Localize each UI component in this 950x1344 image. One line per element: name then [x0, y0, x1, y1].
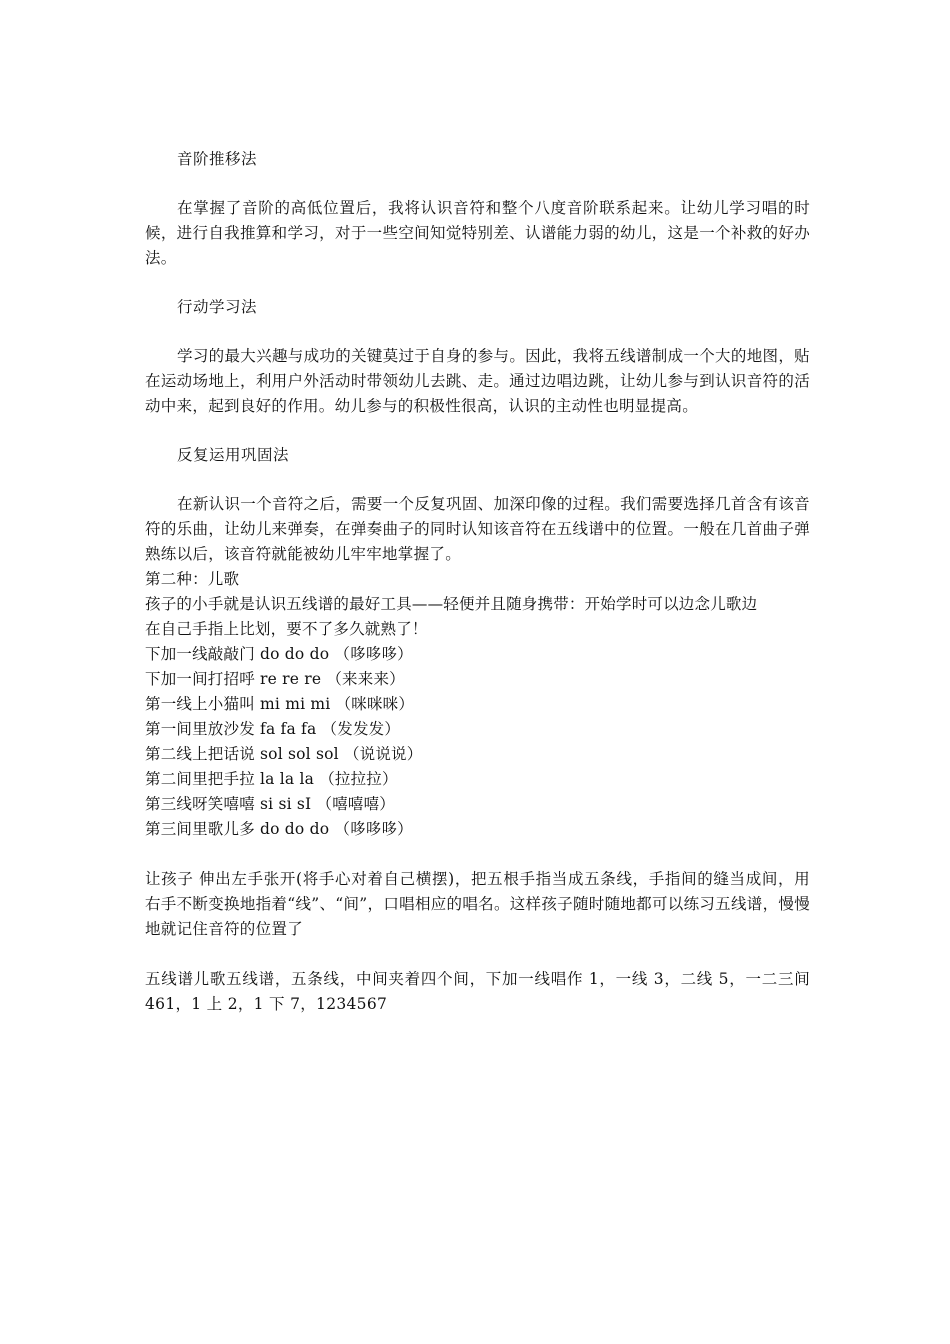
section-body-repetition: 在新认识一个音符之后，需要一个反复巩固、加深印像的过程。我们需要选择几首含有该音符的乐曲，让幼儿来弹奏，在弹奏曲子的同时认知该音符在五线谱中的位置。一般在几首曲子弹熟练以后，该音符就能被幼儿牢牢地掌握了。 — [145, 495, 810, 563]
section-body-scale-shift: 在掌握了音阶的高低位置后，我将认识音符和整个八度音阶联系起来。让幼儿学习唱的时候，进行自我推算和学习，对于一些空间知觉特别差、认谱能力弱的幼儿，这是一个补救的好办法。 — [145, 199, 810, 267]
song-line: 第一线上小猫叫 mi mi mi （咪咪咪） — [145, 695, 415, 713]
spacer — [145, 942, 810, 967]
song-line: 下加一线敲敲门 do do do （哆哆哆） — [145, 645, 413, 663]
song-line: 第二间里把手拉 la la la （拉拉拉） — [145, 770, 398, 788]
section-title-repetition: 反复运用巩固法 — [177, 446, 290, 464]
section-title-scale-shift: 音阶推移法 — [177, 150, 258, 168]
song-line: 第一间里放沙发 fa fa fa （发发发） — [145, 720, 401, 738]
song-line: 下加一间打招呼 re re re （来来来） — [145, 670, 405, 688]
song-intro-line-1: 孩子的小手就是认识五线谱的最好工具——轻便并且随身携带：开始学时可以边念儿歌边 — [145, 595, 758, 613]
song-heading: 第二种：儿歌 — [145, 570, 240, 588]
staff-rhyme-paragraph: 五线谱儿歌五线谱，五条线，中间夹着四个间，下加一线唱作 1，一线 3，二线 5，一二三间 461，1 上 2，1 下 7，1234567 — [145, 970, 810, 1013]
song-section — [145, 567, 810, 842]
song-line: 第三间里歌儿多 do do do （哆哆哆） — [145, 820, 413, 838]
song-line: 第三线呀笑嘻嘻 si si sI （嘻嘻嘻） — [145, 795, 396, 813]
document-body — [145, 147, 810, 1017]
song-line: 第二线上把话说 sol sol sol （说说说） — [145, 745, 423, 763]
song-intro-line-2: 在自己手指上比划，要不了多久就熟了！ — [145, 620, 428, 638]
section-title-action-learning: 行动学习法 — [177, 298, 258, 316]
section-body-action-learning: 学习的最大兴趣与成功的关键莫过于自身的参与。因此，我将五线谱制成一个大的地图，贴在运动场地上，利用户外活动时带领幼儿去跳、走。通过边唱边跳，让幼儿参与到认识音符的活动中来，起到良好的作用。幼儿参与的积极性很高，认识的主动性也明显提高。 — [145, 347, 810, 415]
hand-method-paragraph: 让孩子 伸出左手张开(将手心对着自己横摆)，把五根手指当成五条线，手指间的缝当成间，用右手不断变换地指着“线”、“间”，口唱相应的唱名。这样孩子随时随地都可以练习五线谱，慢慢地就记住音符的位置了 — [145, 870, 810, 938]
spacer — [145, 842, 810, 867]
